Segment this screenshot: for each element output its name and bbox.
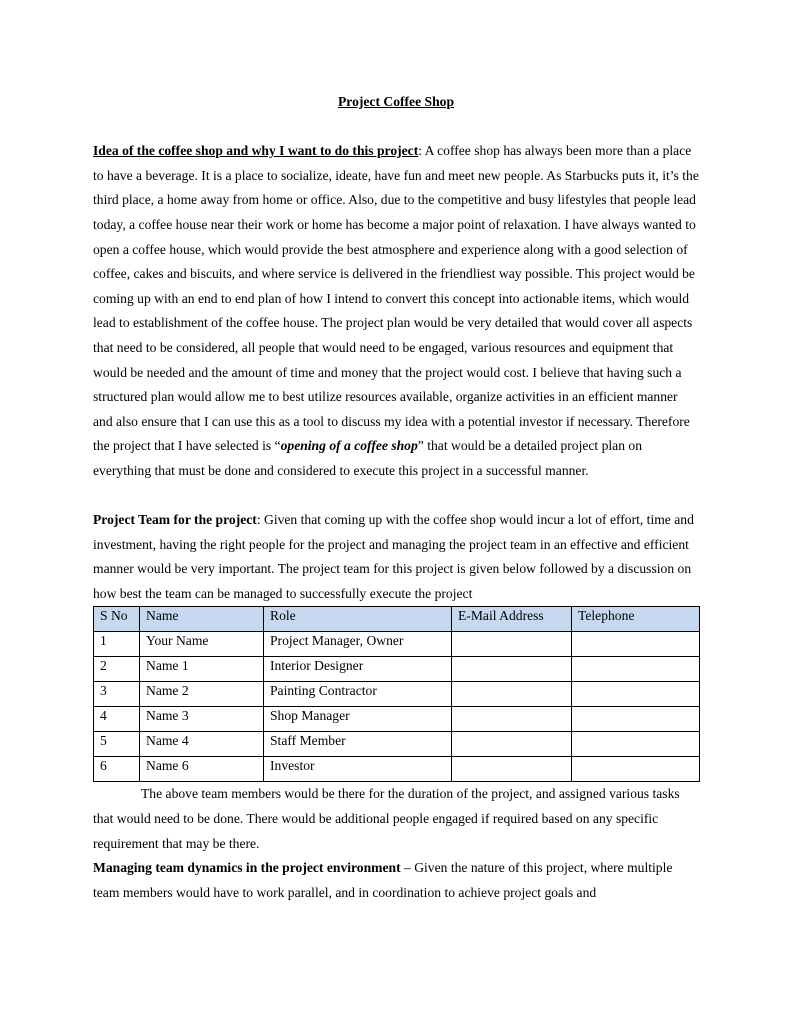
team-heading: Project Team for the project bbox=[93, 512, 257, 528]
cell-telephone bbox=[572, 757, 700, 782]
cell-sno: 1 bbox=[94, 632, 140, 657]
cell-sno: 2 bbox=[94, 657, 140, 682]
cell-name: Name 6 bbox=[140, 757, 264, 782]
cell-telephone bbox=[572, 632, 700, 657]
cell-email bbox=[452, 732, 572, 757]
idea-heading: Idea of the coffee shop and why I want to do this project bbox=[93, 143, 419, 159]
cell-email bbox=[452, 632, 572, 657]
idea-text-b: ” that would be a detailed project plan on everything that must be done and considered to execute this project in a successful manner. bbox=[93, 438, 642, 478]
table-row bbox=[94, 757, 700, 782]
header-name: Name bbox=[140, 607, 264, 632]
cell-role: Painting Contractor bbox=[264, 682, 452, 707]
cell-name: Your Name bbox=[140, 632, 264, 657]
cell-email bbox=[452, 707, 572, 732]
cell-role: Staff Member bbox=[264, 732, 452, 757]
team-paragraph bbox=[93, 508, 699, 606]
dynamics-paragraph bbox=[93, 856, 699, 905]
table-row bbox=[94, 632, 700, 657]
team-text: : Given that coming up with the coffee shop would incur a lot of effort, time and investment, having the right people for the project and managing the project team in an effective and efficient manner would be very important. The project team for this project is given below followed by a discussion on how best the team can be managed to successfully execute the project bbox=[93, 512, 694, 601]
table-row bbox=[94, 657, 700, 682]
cell-telephone bbox=[572, 682, 700, 707]
cell-sno: 4 bbox=[94, 707, 140, 732]
header-email: E-Mail Address bbox=[452, 607, 572, 632]
cell-sno: 5 bbox=[94, 732, 140, 757]
cell-email bbox=[452, 757, 572, 782]
cell-email bbox=[452, 682, 572, 707]
paragraph-gap bbox=[93, 484, 699, 509]
table-row bbox=[94, 707, 700, 732]
idea-emphasis: opening of a coffee shop bbox=[280, 438, 418, 454]
idea-text-a: : A coffee shop has always been more than a place to have a beverage. It is a place to socialize, ideate, have fun and meet new people. As Starbucks puts it, it’s the third place, a home away from home or office. Also, due to the competitive and busy lifestyles that people lead today, a coffee house near their work or home has become a major point of relaxation. I have always wanted to open a coffee house, which would provide the best atmosphere and experience along with a good selection of coffee, cakes and biscuits, and where service is delivered in the friendliest way possible. This project would be coming up with an end to end plan of how I intend to convert this concept into actionable items, which would lead to establishment of the coffee house. The project plan would be very detailed that would cover all aspects that need to be considered, all people that would need to be engaged, various resources and equipment that would be needed and the amount of time and money that the project would cost. I believe that having such a structured plan would allow me to best utilize resources available, organize activities in an efficient manner and also ensure that I can use this as a tool to discuss my idea with a potential investor if necessary. Therefore the project that I have selected is “ bbox=[93, 143, 699, 454]
header-sno: S No bbox=[94, 607, 140, 632]
table-row bbox=[94, 682, 700, 707]
dynamics-heading: Managing team dynamics in the project environment bbox=[93, 860, 401, 876]
cell-role: Interior Designer bbox=[264, 657, 452, 682]
cell-sno: 6 bbox=[94, 757, 140, 782]
after-table-paragraph: The above team members would be there for the duration of the project, and assigned various tasks that would need to be done. There would be additional people engaged if required based on any specific requirement that may be there. bbox=[93, 786, 680, 851]
table-row bbox=[94, 732, 700, 757]
team-table-header-row bbox=[94, 607, 700, 632]
cell-name: Name 2 bbox=[140, 682, 264, 707]
cell-role: Investor bbox=[264, 757, 452, 782]
team-table bbox=[93, 606, 700, 782]
cell-name: Name 1 bbox=[140, 657, 264, 682]
document-title: Project Coffee Shop bbox=[337, 94, 455, 109]
cell-telephone bbox=[572, 707, 700, 732]
cell-telephone bbox=[572, 732, 700, 757]
cell-role: Project Manager, Owner bbox=[264, 632, 452, 657]
cell-name: Name 3 bbox=[140, 707, 264, 732]
document-page bbox=[93, 90, 699, 905]
cell-email bbox=[452, 657, 572, 682]
header-role: Role bbox=[264, 607, 452, 632]
cell-role: Shop Manager bbox=[264, 707, 452, 732]
cell-telephone bbox=[572, 657, 700, 682]
dynamics-text: – Given the nature of this project, where multiple team members would have to work parallel, and in coordination to achieve project goals and bbox=[93, 860, 673, 900]
idea-paragraph bbox=[93, 139, 699, 483]
cell-sno: 3 bbox=[94, 682, 140, 707]
cell-name: Name 4 bbox=[140, 732, 264, 757]
header-telephone: Telephone bbox=[572, 607, 700, 632]
